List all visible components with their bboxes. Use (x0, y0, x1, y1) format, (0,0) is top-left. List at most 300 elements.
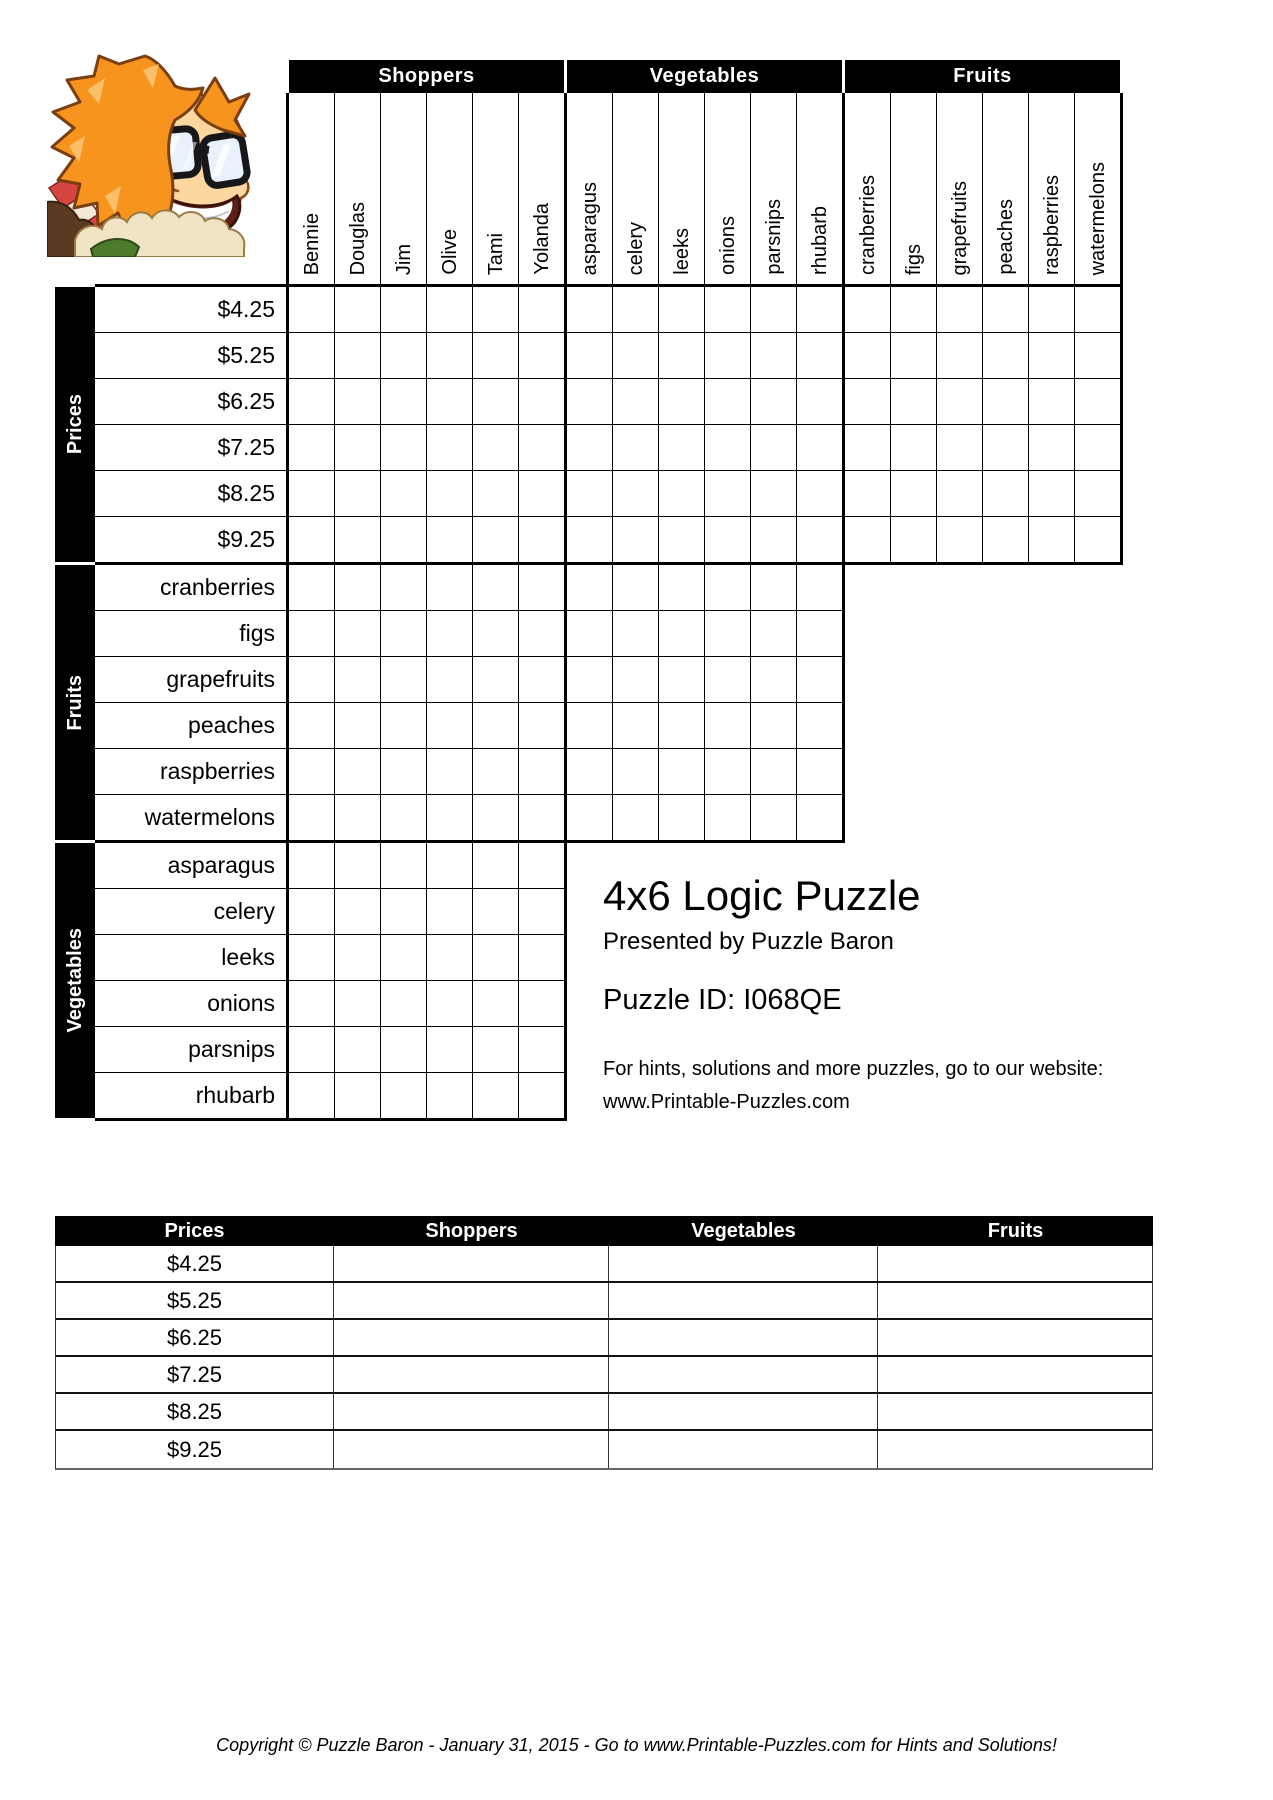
answer-cell[interactable] (609, 1283, 878, 1318)
grid-cell[interactable] (427, 379, 472, 424)
grid-cell[interactable] (567, 611, 612, 656)
column-header (937, 93, 982, 284)
grid-cell[interactable] (567, 333, 612, 378)
grid-cell[interactable] (289, 333, 334, 378)
answer-header-vegetables: Vegetables (691, 1219, 796, 1242)
grid-cell[interactable] (797, 471, 842, 516)
grid-cell[interactable] (845, 471, 890, 516)
column-header-label: Olive (438, 229, 461, 275)
answer-cell[interactable] (878, 1283, 1153, 1318)
answer-cell[interactable] (878, 1246, 1153, 1281)
grid-cell[interactable] (473, 935, 518, 980)
answer-table-header (55, 1216, 1153, 1246)
column-header-label: Tami (484, 232, 507, 275)
grid-cell[interactable] (567, 703, 612, 748)
grid-cell[interactable] (659, 795, 704, 840)
grid-cell[interactable] (797, 795, 842, 840)
grid-cell[interactable] (473, 981, 518, 1026)
grid-cell[interactable] (519, 981, 564, 1026)
grid-cell[interactable] (473, 287, 518, 332)
row-header: $5.25 (95, 333, 286, 378)
grid-cell[interactable] (335, 749, 380, 794)
grid-cell[interactable] (1029, 425, 1074, 470)
answer-header-shoppers: Shoppers (425, 1219, 518, 1242)
grid-cell[interactable] (567, 379, 612, 424)
grid-cell[interactable] (335, 1027, 380, 1072)
grid-cell[interactable] (937, 517, 982, 562)
grid-cell[interactable] (519, 565, 564, 610)
grid-cell[interactable] (381, 843, 426, 888)
grid-cell[interactable] (289, 1027, 334, 1072)
row-header: $4.25 (95, 287, 286, 332)
grid-cell[interactable] (751, 471, 796, 516)
answer-cell[interactable] (878, 1394, 1153, 1429)
grid-block-prices-fruits (842, 284, 1123, 565)
column-header-label: parsnips (762, 199, 785, 275)
grid-cell[interactable] (381, 1073, 426, 1118)
grid-cell[interactable] (751, 287, 796, 332)
answer-row (56, 1357, 1152, 1394)
answer-row (56, 1320, 1152, 1357)
grid-cell[interactable] (473, 749, 518, 794)
grid-cell[interactable] (797, 703, 842, 748)
row-group-label: Prices (64, 394, 86, 455)
column-header (473, 93, 518, 284)
grid-cell[interactable] (427, 795, 472, 840)
grid-cell[interactable] (797, 425, 842, 470)
answer-cell[interactable] (334, 1394, 609, 1429)
answer-cell[interactable] (878, 1431, 1153, 1468)
grid-cell[interactable] (427, 425, 472, 470)
grid-cell[interactable] (797, 287, 842, 332)
grid-cell[interactable] (427, 981, 472, 1026)
grid-cell[interactable] (335, 379, 380, 424)
column-header-label: asparagus (578, 181, 601, 275)
row-header: peaches (95, 703, 286, 748)
grid-cell[interactable] (427, 1027, 472, 1072)
grid-cell[interactable] (1029, 471, 1074, 516)
grid-cell[interactable] (335, 1073, 380, 1118)
grid-cell[interactable] (567, 749, 612, 794)
grid-cell[interactable] (705, 611, 750, 656)
grid-cell[interactable] (845, 287, 890, 332)
grid-cell[interactable] (613, 517, 658, 562)
grid-cell[interactable] (937, 425, 982, 470)
row-group-label: Vegetables (64, 928, 86, 1033)
grid-cell[interactable] (335, 425, 380, 470)
grid-cell[interactable] (983, 287, 1028, 332)
grid-cell[interactable] (613, 471, 658, 516)
column-header (613, 93, 658, 284)
grid-cell[interactable] (473, 703, 518, 748)
grid-cell[interactable] (519, 843, 564, 888)
grid-cell[interactable] (519, 287, 564, 332)
grid-cell[interactable] (519, 471, 564, 516)
answer-cell[interactable] (334, 1283, 609, 1318)
grid-cell[interactable] (705, 425, 750, 470)
grid-cell[interactable] (613, 657, 658, 702)
grid-cell[interactable] (613, 611, 658, 656)
grid-cell[interactable] (427, 657, 472, 702)
grid-cell[interactable] (289, 565, 334, 610)
grid-cell[interactable] (473, 565, 518, 610)
grid-cell[interactable] (797, 611, 842, 656)
answer-cell[interactable] (609, 1320, 878, 1355)
grid-cell[interactable] (289, 1073, 334, 1118)
column-header (751, 93, 796, 284)
grid-cell[interactable] (473, 379, 518, 424)
grid-cell[interactable] (613, 425, 658, 470)
row-header: $7.25 (95, 425, 286, 470)
grid-cell[interactable] (519, 379, 564, 424)
grid-cell[interactable] (427, 1073, 472, 1118)
grid-cell[interactable] (519, 425, 564, 470)
grid-cell[interactable] (473, 471, 518, 516)
row-header: cranberries (95, 565, 286, 610)
grid-cell[interactable] (381, 471, 426, 516)
answer-row (56, 1283, 1152, 1320)
grid-cell[interactable] (289, 795, 334, 840)
grid-cell[interactable] (613, 749, 658, 794)
grid-cell[interactable] (289, 517, 334, 562)
grid-cell[interactable] (289, 287, 334, 332)
grid-cell[interactable] (891, 333, 936, 378)
grid-cell[interactable] (519, 703, 564, 748)
grid-cell[interactable] (289, 471, 334, 516)
column-header (797, 93, 842, 284)
row-header: leeks (95, 935, 286, 980)
grid-cell[interactable] (335, 287, 380, 332)
grid-cell[interactable] (705, 379, 750, 424)
grid-cell[interactable] (751, 333, 796, 378)
grid-cell[interactable] (381, 657, 426, 702)
row-header: $6.25 (95, 379, 286, 424)
grid-cell[interactable] (659, 333, 704, 378)
grid-cell[interactable] (381, 795, 426, 840)
grid-cell[interactable] (937, 379, 982, 424)
column-group-label: Fruits (953, 65, 1012, 87)
grid-cell[interactable] (659, 749, 704, 794)
grid-cell[interactable] (751, 425, 796, 470)
answer-price-label: $8.25 (56, 1394, 334, 1429)
hint-text: For hints, solutions and more puzzles, go to our website: (603, 1058, 1104, 1080)
column-header (1075, 93, 1120, 284)
grid-cell[interactable] (567, 517, 612, 562)
answer-cell[interactable] (609, 1357, 878, 1392)
answer-cell[interactable] (609, 1431, 878, 1468)
grid-cell[interactable] (659, 565, 704, 610)
grid-cell[interactable] (1075, 425, 1120, 470)
grid-cell[interactable] (891, 379, 936, 424)
grid-cell[interactable] (335, 657, 380, 702)
grid-cell[interactable] (335, 333, 380, 378)
row-header: celery (95, 889, 286, 934)
column-header (381, 93, 426, 284)
grid-cell[interactable] (705, 657, 750, 702)
grid-cell[interactable] (659, 703, 704, 748)
grid-cell[interactable] (1029, 287, 1074, 332)
grid-cell[interactable] (705, 333, 750, 378)
grid-cell[interactable] (1029, 517, 1074, 562)
grid-cell[interactable] (1075, 379, 1120, 424)
column-header (1029, 93, 1074, 284)
answer-cell[interactable] (878, 1320, 1153, 1355)
grid-cell[interactable] (613, 379, 658, 424)
grid-cell[interactable] (519, 333, 564, 378)
grid-cell[interactable] (613, 795, 658, 840)
grid-cell[interactable] (567, 565, 612, 610)
grid-cell[interactable] (705, 471, 750, 516)
grid-cell[interactable] (891, 287, 936, 332)
answer-cell[interactable] (609, 1246, 878, 1281)
column-header-label: cranberries (856, 174, 879, 275)
grid-cell[interactable] (519, 657, 564, 702)
grid-cell[interactable] (289, 611, 334, 656)
grid-cell[interactable] (983, 517, 1028, 562)
row-header: rhubarb (95, 1073, 286, 1118)
grid-cell[interactable] (289, 843, 334, 888)
grid-cell[interactable] (659, 517, 704, 562)
grid-cell[interactable] (613, 565, 658, 610)
grid-cell[interactable] (567, 287, 612, 332)
answer-cell[interactable] (334, 1246, 609, 1281)
grid-cell[interactable] (381, 935, 426, 980)
website-link[interactable]: www.Printable-Puzzles.com (603, 1091, 850, 1113)
grid-cell[interactable] (381, 703, 426, 748)
grid-cell[interactable] (567, 657, 612, 702)
grid-cell[interactable] (427, 703, 472, 748)
grid-cell[interactable] (289, 889, 334, 934)
grid-cell[interactable] (797, 517, 842, 562)
grid-cell[interactable] (289, 425, 334, 470)
grid-cell[interactable] (519, 795, 564, 840)
grid-cell[interactable] (751, 703, 796, 748)
grid-cell[interactable] (289, 981, 334, 1026)
grid-cell[interactable] (381, 565, 426, 610)
column-header-label: leeks (670, 228, 693, 275)
grid-cell[interactable] (335, 471, 380, 516)
grid-cell[interactable] (845, 379, 890, 424)
grid-cell[interactable] (705, 287, 750, 332)
grid-cell[interactable] (427, 843, 472, 888)
grid-cell[interactable] (891, 471, 936, 516)
answer-header-fruits: Fruits (987, 1219, 1044, 1242)
grid-cell[interactable] (845, 425, 890, 470)
grid-cell[interactable] (519, 749, 564, 794)
grid-cell[interactable] (381, 379, 426, 424)
grid-cell[interactable] (473, 425, 518, 470)
grid-cell[interactable] (613, 333, 658, 378)
grid-cell[interactable] (473, 1027, 518, 1072)
column-header-label: grapefruits (948, 180, 971, 275)
row-group-header-vegetables (55, 843, 95, 1118)
answer-cell[interactable] (334, 1431, 609, 1468)
grid-cell[interactable] (705, 795, 750, 840)
grid-cell[interactable] (751, 657, 796, 702)
grid-cell[interactable] (751, 565, 796, 610)
grid-cell[interactable] (381, 1027, 426, 1072)
grid-cell[interactable] (381, 611, 426, 656)
column-header-label: Yolanda (530, 203, 553, 275)
grid-cell[interactable] (845, 333, 890, 378)
row-header: figs (95, 611, 286, 656)
answer-cell[interactable] (609, 1394, 878, 1429)
grid-cell[interactable] (381, 333, 426, 378)
grid-cell[interactable] (751, 749, 796, 794)
grid-cell[interactable] (473, 1073, 518, 1118)
grid-cell[interactable] (659, 471, 704, 516)
grid-block-fruits-shoppers (286, 562, 567, 843)
grid-cell[interactable] (751, 517, 796, 562)
grid-cell[interactable] (613, 703, 658, 748)
grid-cell[interactable] (427, 565, 472, 610)
column-header-strip-shoppers (286, 93, 567, 284)
grid-block-vegetables-shoppers (286, 840, 567, 1121)
subtitle: Presented by Puzzle Baron (603, 928, 894, 955)
grid-block-prices-shoppers (286, 284, 567, 565)
answer-cell[interactable] (878, 1357, 1153, 1392)
grid-cell[interactable] (797, 333, 842, 378)
grid-block-fruits-vegetables (564, 562, 845, 843)
grid-cell[interactable] (427, 333, 472, 378)
column-header-label: Bennie (300, 212, 323, 275)
grid-cell[interactable] (335, 703, 380, 748)
grid-cell[interactable] (473, 611, 518, 656)
grid-cell[interactable] (381, 889, 426, 934)
grid-cell[interactable] (705, 517, 750, 562)
grid-cell[interactable] (797, 657, 842, 702)
column-header-label: rhubarb (808, 206, 831, 275)
grid-cell[interactable] (983, 379, 1028, 424)
grid-cell[interactable] (381, 287, 426, 332)
row-header: onions (95, 981, 286, 1026)
grid-cell[interactable] (1075, 287, 1120, 332)
grid-cell[interactable] (427, 889, 472, 934)
grid-cell[interactable] (751, 611, 796, 656)
grid-cell[interactable] (473, 843, 518, 888)
grid-cell[interactable] (659, 425, 704, 470)
grid-cell[interactable] (613, 287, 658, 332)
grid-cell[interactable] (289, 749, 334, 794)
grid-cell[interactable] (983, 333, 1028, 378)
grid-cell[interactable] (335, 795, 380, 840)
column-group-label: Vegetables (649, 65, 760, 87)
row-header: asparagus (95, 843, 286, 888)
row-header-strip-vegetables (95, 840, 286, 1121)
grid-cell[interactable] (427, 935, 472, 980)
grid-cell[interactable] (519, 517, 564, 562)
answer-price-label: $6.25 (56, 1320, 334, 1355)
grid-cell[interactable] (427, 517, 472, 562)
grid-cell[interactable] (983, 425, 1028, 470)
answer-cell[interactable] (334, 1320, 609, 1355)
row-group-header-prices (55, 287, 95, 562)
grid-cell[interactable] (519, 1027, 564, 1072)
grid-cell[interactable] (705, 565, 750, 610)
grid-cell[interactable] (335, 565, 380, 610)
grid-cell[interactable] (891, 517, 936, 562)
grid-cell[interactable] (519, 935, 564, 980)
grid-cell[interactable] (1029, 333, 1074, 378)
grid-cell[interactable] (797, 565, 842, 610)
grid-cell[interactable] (289, 379, 334, 424)
grid-cell[interactable] (1029, 379, 1074, 424)
grid-cell[interactable] (427, 287, 472, 332)
column-header (705, 93, 750, 284)
column-header (659, 93, 704, 284)
grid-cell[interactable] (659, 611, 704, 656)
grid-cell[interactable] (335, 889, 380, 934)
grid-cell[interactable] (937, 333, 982, 378)
grid-cell[interactable] (891, 425, 936, 470)
grid-cell[interactable] (1075, 471, 1120, 516)
grid-cell[interactable] (567, 795, 612, 840)
grid-cell[interactable] (335, 843, 380, 888)
grid-cell[interactable] (937, 471, 982, 516)
column-header-label: raspberries (1040, 174, 1063, 275)
grid-cell[interactable] (289, 703, 334, 748)
answer-row (56, 1246, 1152, 1283)
grid-cell[interactable] (983, 471, 1028, 516)
row-header: $9.25 (95, 517, 286, 562)
grid-cell[interactable] (381, 749, 426, 794)
grid-cell[interactable] (567, 425, 612, 470)
grid-cell[interactable] (751, 795, 796, 840)
grid-cell[interactable] (519, 1073, 564, 1118)
column-header-label: peaches (994, 199, 1017, 275)
grid-cell[interactable] (381, 517, 426, 562)
grid-cell[interactable] (289, 935, 334, 980)
grid-cell[interactable] (427, 749, 472, 794)
answer-cell[interactable] (334, 1357, 609, 1392)
grid-cell[interactable] (473, 657, 518, 702)
grid-cell[interactable] (473, 333, 518, 378)
grid-cell[interactable] (751, 379, 796, 424)
grid-cell[interactable] (335, 935, 380, 980)
grid-cell[interactable] (659, 287, 704, 332)
grid-cell[interactable] (427, 611, 472, 656)
grid-cell[interactable] (705, 749, 750, 794)
grid-cell[interactable] (289, 657, 334, 702)
grid-cell[interactable] (797, 379, 842, 424)
grid-cell[interactable] (937, 287, 982, 332)
copyright-footer: Copyright © Puzzle Baron - January 31, 2015 - Go to www.Printable-Puzzles.com for Hints and Solutions! (216, 1735, 1057, 1755)
grid-cell[interactable] (1075, 517, 1120, 562)
answer-row (56, 1431, 1152, 1468)
grid-cell[interactable] (427, 471, 472, 516)
grid-cell[interactable] (659, 379, 704, 424)
grid-cell[interactable] (473, 889, 518, 934)
grid-cell[interactable] (381, 425, 426, 470)
grid-cell[interactable] (473, 517, 518, 562)
grid-cell[interactable] (1075, 333, 1120, 378)
grid-cell[interactable] (335, 517, 380, 562)
grid-cell[interactable] (519, 889, 564, 934)
grid-cell[interactable] (519, 611, 564, 656)
grid-cell[interactable] (335, 611, 380, 656)
grid-cell[interactable] (473, 795, 518, 840)
grid-cell[interactable] (335, 981, 380, 1026)
column-group-label: Shoppers (378, 65, 475, 87)
grid-cell[interactable] (567, 471, 612, 516)
grid-cell[interactable] (797, 749, 842, 794)
grid-cell[interactable] (381, 981, 426, 1026)
row-header: $8.25 (95, 471, 286, 516)
grid-cell[interactable] (845, 517, 890, 562)
grid-cell[interactable] (659, 657, 704, 702)
row-header: raspberries (95, 749, 286, 794)
grid-cell[interactable] (705, 703, 750, 748)
